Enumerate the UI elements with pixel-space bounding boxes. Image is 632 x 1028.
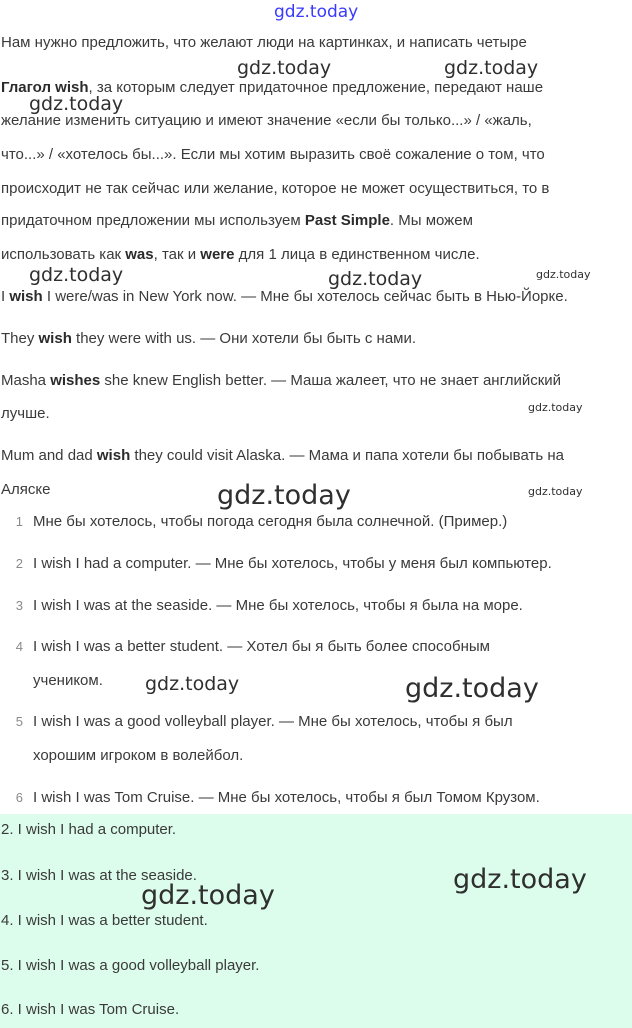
intro-line-4: что...» / «хотелось бы...». Если мы хотим выразить своё сожаление о том, что <box>1 146 545 163</box>
intro-line-6-b: . Мы можем <box>389 212 473 229</box>
item-number: 5 <box>15 714 23 729</box>
intro-line-1: Нам нужно предложить, что желают люди на картинках, и написать четыре <box>1 34 527 51</box>
example-4-verb: wish <box>96 447 131 464</box>
watermark: gdz.today <box>328 268 423 290</box>
watermark: gdz.today <box>536 268 591 281</box>
watermark: gdz.today <box>29 93 124 115</box>
list-item-cont: учеником. <box>33 672 103 689</box>
item-number: 2 <box>15 556 23 571</box>
example-1-pre: I <box>1 288 10 305</box>
intro-line-5: происходит не так сейчас или желание, которое не может осуществиться, то в <box>1 180 550 197</box>
watermark: gdz.today <box>145 673 240 695</box>
list-item: I wish I was a better student. — Хотел бы я быть более способным <box>33 638 490 655</box>
example-2-verb: wish <box>38 330 72 347</box>
watermark: gdz.today <box>237 57 332 79</box>
answer-line: 6. I wish I was Tom Cruise. <box>1 1001 180 1018</box>
list-item: Мне бы хотелось, чтобы погода сегодня была солнечной. (Пример.) <box>33 513 508 530</box>
example-2 <box>1 329 416 349</box>
item-number: 6 <box>15 790 23 805</box>
list-item-cont: хорошим игроком в волейбол. <box>33 747 244 764</box>
item-number: 1 <box>15 514 23 529</box>
intro-line-7 <box>1 245 480 265</box>
answer-line: 5. I wish I was a good volleyball player. <box>1 957 260 974</box>
watermark: gdz.today <box>29 264 124 286</box>
example-4-pre: Mum and dad <box>1 447 97 464</box>
list-item: I wish I was at the seaside. — Мне бы хотелось, чтобы я была на море. <box>33 597 523 614</box>
intro-line-7-a: использовать как <box>1 246 126 263</box>
example-4 <box>1 446 564 466</box>
watermark: gdz.today <box>453 864 587 895</box>
intro-line-7-c: для 1 лица в единственном числе. <box>234 246 480 263</box>
watermark: gdz.today <box>217 480 351 511</box>
list-item: I wish I was Tom Cruise. — Мне бы хотелось, чтобы я был Томом Крузом. <box>33 789 540 806</box>
watermark: gdz.today <box>444 57 539 79</box>
example-1 <box>1 287 568 307</box>
example-1-verb: wish <box>9 288 43 305</box>
example-3 <box>1 371 561 391</box>
example-3-post: she knew English better. — Маша жалеет, что не знает английский <box>100 372 562 389</box>
example-3-verb: wishes <box>50 372 101 389</box>
intro-line-3: желание изменить ситуацию и имеют значение «если бы только...» / «жаль, <box>1 112 532 129</box>
list-item: I wish I was a good volleyball player. — Мне бы хотелось, чтобы я был <box>33 713 513 730</box>
example-3-pre: Masha <box>1 372 51 389</box>
item-number: 4 <box>15 639 23 654</box>
example-3-cont: лучше. <box>1 405 50 422</box>
list-item: I wish I had a computer. — Мне бы хотелось, чтобы у меня был компьютер. <box>33 555 552 572</box>
watermark: gdz.today <box>141 880 275 911</box>
were-term: were <box>200 246 235 263</box>
example-4-cont: Аляске <box>1 481 51 498</box>
watermark-top: gdz.today <box>274 2 359 22</box>
watermark: gdz.today <box>405 673 539 704</box>
item-number: 3 <box>15 598 23 613</box>
answers-block <box>0 814 632 1028</box>
answer-line: 4. I wish I was a better student. <box>1 912 208 929</box>
intro-line-6-a: придаточном предложении мы используем <box>1 212 305 229</box>
example-1-post: I were/was in New York now. — Мне бы хотелось сейчас быть в Нью-Йорке. <box>42 288 568 305</box>
intro-line-7-b: , так и <box>153 246 201 263</box>
intro-line-2-text: , за которым следует придаточное предложение, передают наше <box>88 79 544 96</box>
example-4-post: they could visit Alaska. — Мама и папа хотели бы побывать на <box>130 447 564 464</box>
watermark: gdz.today <box>528 401 583 414</box>
intro-bold-term: Глагол wish <box>1 79 89 96</box>
example-2-post: they were with us. — Они хотели бы быть с нами. <box>71 330 417 347</box>
was-term: was <box>125 246 154 263</box>
example-2-pre: They <box>1 330 39 347</box>
intro-line-6 <box>1 211 473 231</box>
past-simple-term: Past Simple <box>304 212 390 229</box>
answer-line: 2. I wish I had a computer. <box>1 821 177 838</box>
watermark: gdz.today <box>528 485 583 498</box>
answer-line: 3. I wish I was at the seaside. <box>1 867 197 884</box>
